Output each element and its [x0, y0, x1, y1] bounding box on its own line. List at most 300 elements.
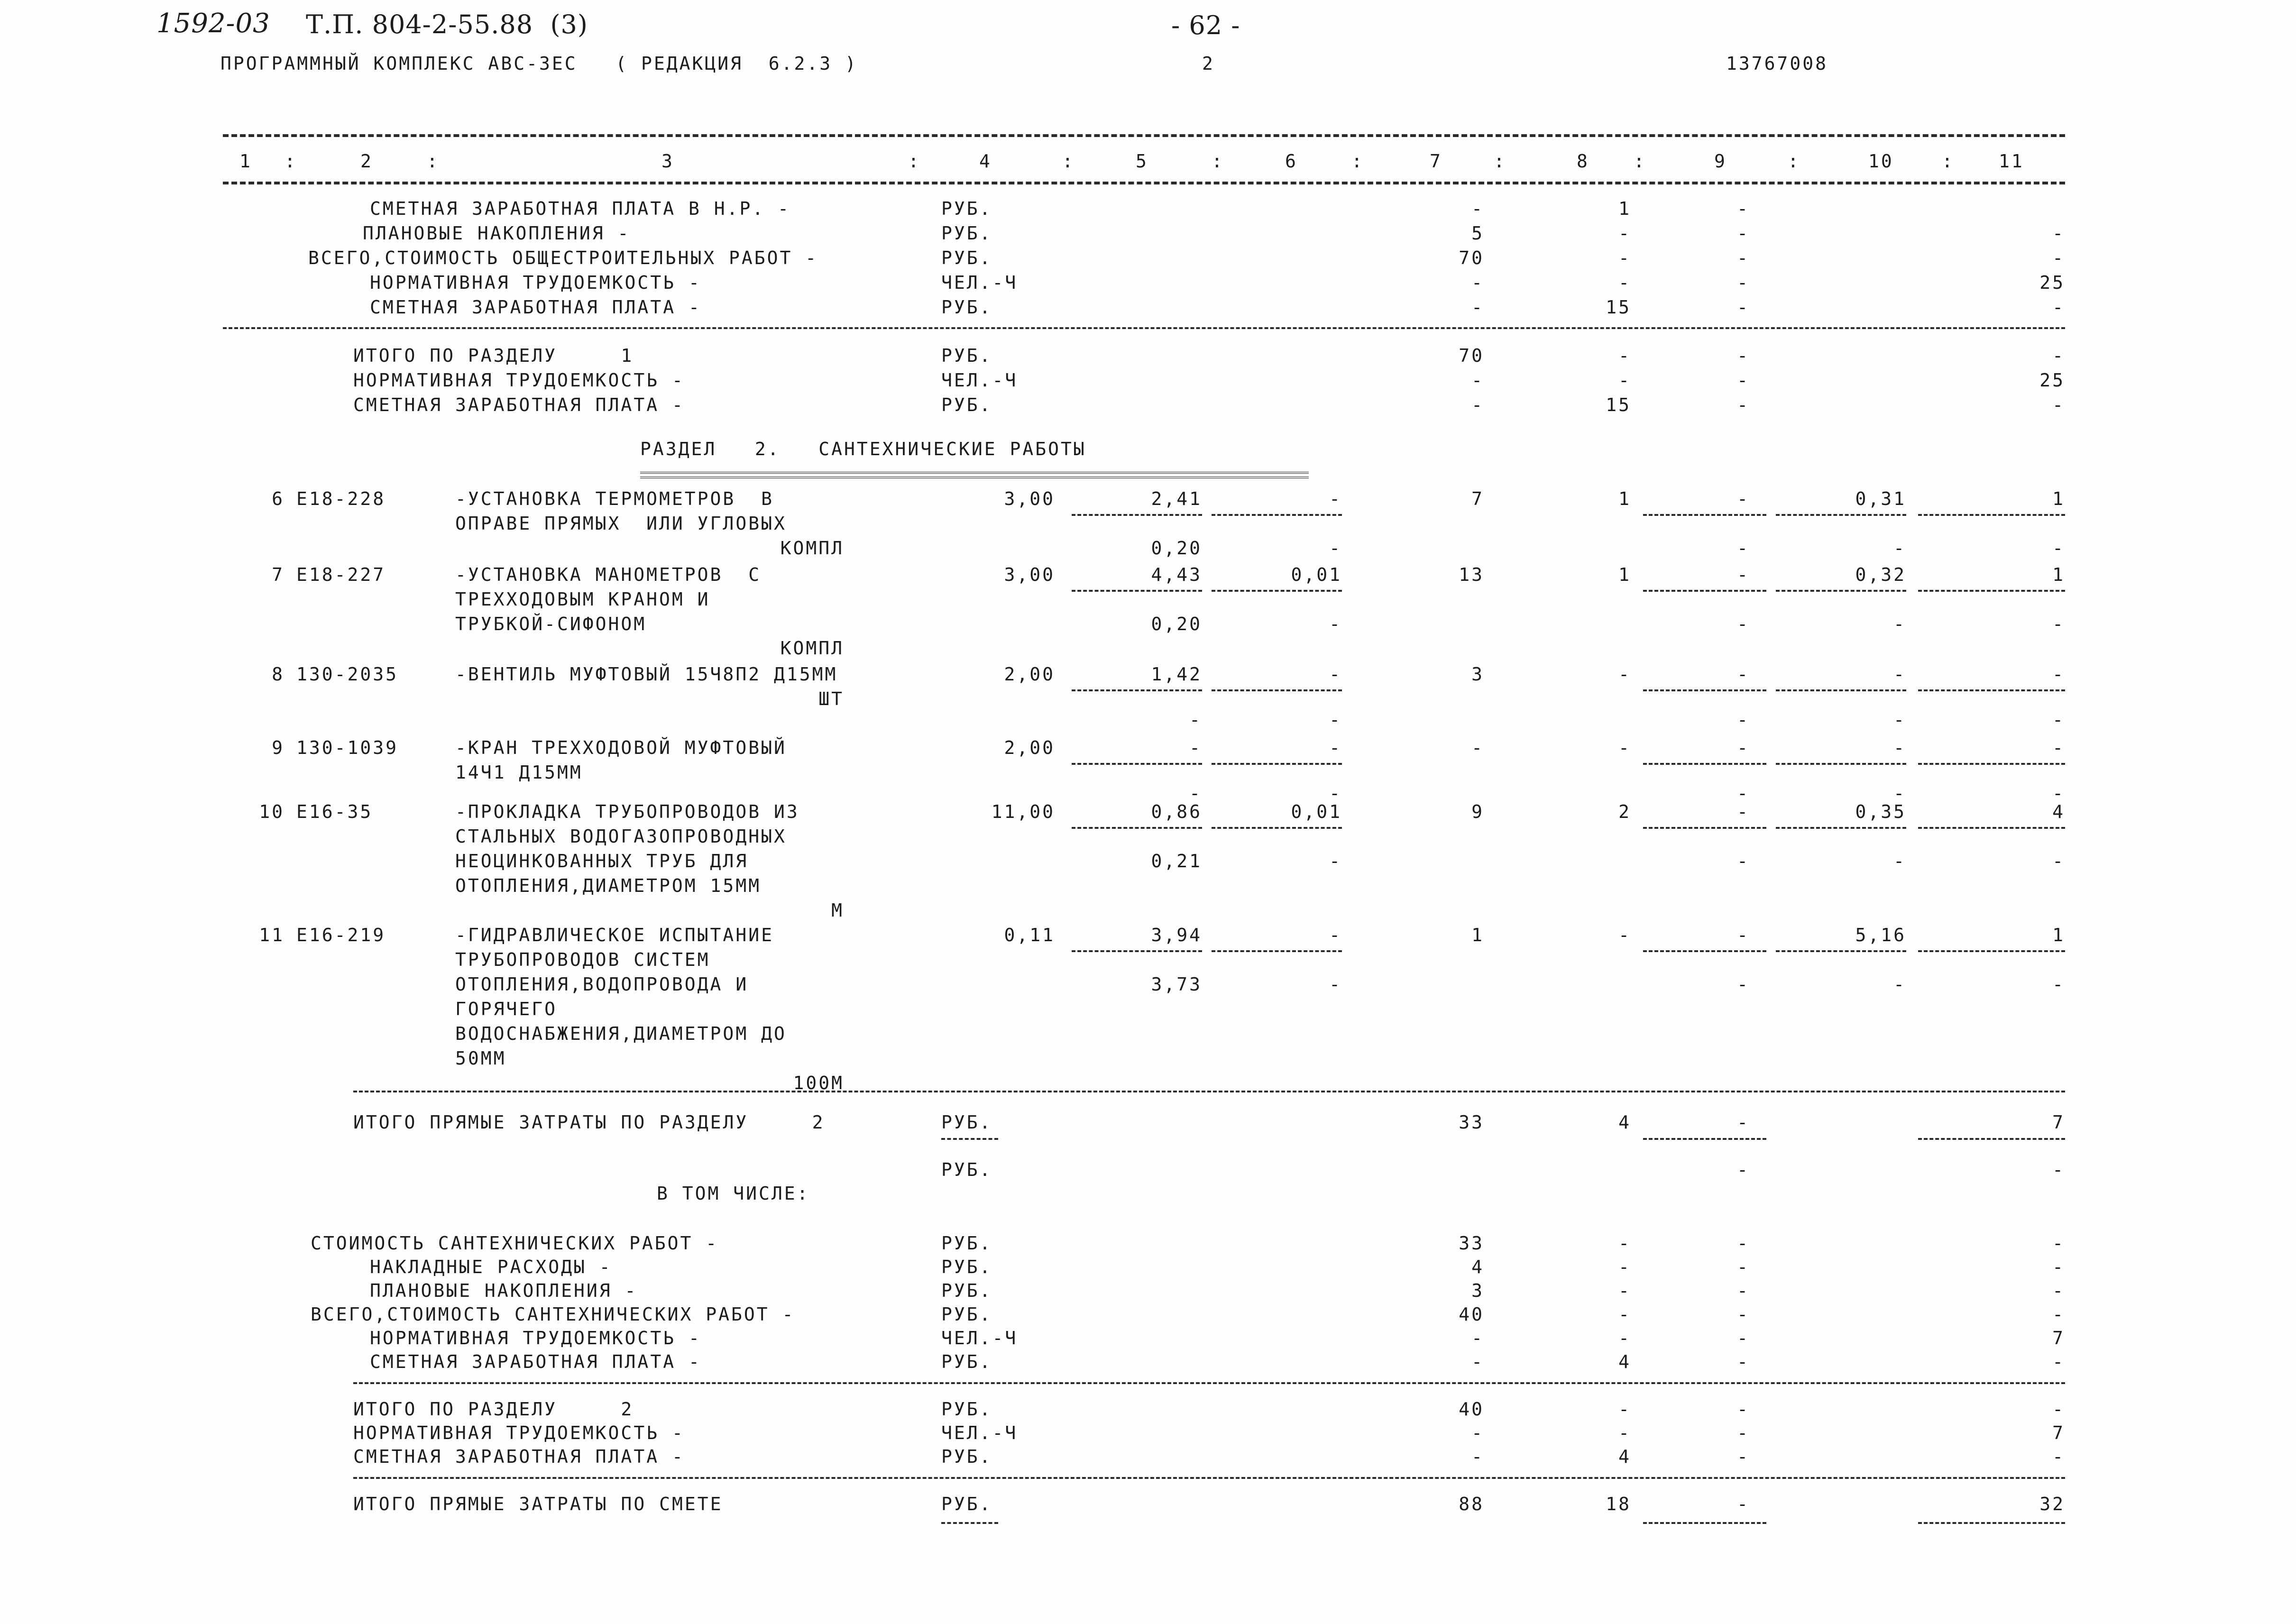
- summary-value-c11: -: [2052, 297, 2065, 318]
- summary-label: СМЕТНАЯ ЗАРАБОТНАЯ ПЛАТА -: [370, 297, 701, 318]
- direct-costs-value-c8: 4: [1618, 1112, 1631, 1133]
- item-description-line: ТРЕХХОДОВЫМ КРАНОМ И: [455, 589, 710, 610]
- summary-value-c11: -: [2052, 1304, 2065, 1325]
- summary-label: ПЛАНОВЫЕ НАКОПЛЕНИЯ -: [363, 223, 631, 244]
- summary-value-c11: -: [2052, 1233, 2065, 1254]
- cell-dash: [1918, 827, 2065, 829]
- item-value-c7: 3: [1471, 664, 1484, 685]
- item-subvalue-c11: -: [2052, 709, 2065, 730]
- summary-value-c7: -: [1471, 198, 1484, 219]
- item-description-line: ТРУБОПРОВОДОВ СИСТЕМ: [455, 949, 710, 970]
- divider-rule: [353, 1091, 2065, 1092]
- item-value-c8: 1: [1618, 564, 1631, 585]
- item-value-c4: 3,00: [1004, 564, 1055, 585]
- cell-dash: [1776, 763, 1906, 765]
- item-code: Е18-228: [296, 488, 386, 509]
- summary-value-c7: -: [1471, 297, 1484, 318]
- item-number: 6: [272, 488, 285, 509]
- cell-dash: [1643, 514, 1766, 516]
- item-value-c8: -: [1618, 925, 1631, 945]
- total-label: СМЕТНАЯ ЗАРАБОТНАЯ ПЛАТА -: [353, 395, 685, 415]
- total-unit: ЧЕЛ.-Ч: [941, 370, 1018, 391]
- grand-total-value-c8: 18: [1606, 1494, 1631, 1514]
- grand-total-value-c9: -: [1737, 1494, 1750, 1514]
- item-subvalue-c9: -: [1737, 783, 1750, 804]
- item-value-c11: 1: [2052, 488, 2065, 509]
- item-value-c6: -: [1329, 664, 1342, 685]
- cell-dash: [1072, 689, 1202, 691]
- cell-dash: [1212, 950, 1342, 952]
- summary-value-c9: -: [1737, 198, 1750, 219]
- item-subvalue-c5: -: [1189, 783, 1202, 804]
- item-subvalue-c5: 0,20: [1151, 614, 1202, 634]
- column-separator: :: [427, 151, 440, 172]
- summary-unit: ЧЕЛ.-Ч: [941, 272, 1018, 293]
- cell-dash: [1918, 1522, 2065, 1524]
- summary-value-c7: 70: [1459, 248, 1484, 268]
- column-separator: :: [285, 151, 297, 172]
- item-subvalue-c11: -: [2052, 783, 2065, 804]
- total-value-c7: -: [1471, 395, 1484, 415]
- summary-value-c8: 15: [1606, 297, 1631, 318]
- unit-dash: [941, 1522, 998, 1524]
- column-header-2: 2: [360, 151, 373, 172]
- item-value-c4: 3,00: [1004, 488, 1055, 509]
- item-value-c9: -: [1737, 488, 1750, 509]
- summary-label: ВСЕГО,СТОИМОСТЬ САНТЕХНИЧЕСКИХ РАБОТ -: [311, 1304, 795, 1325]
- total-value-c7: -: [1471, 1446, 1484, 1467]
- total-value-c8: -: [1618, 1422, 1631, 1443]
- header-bottom-rule: [223, 182, 2065, 184]
- summary-unit: РУБ.: [941, 1280, 992, 1301]
- item-subvalue-c11: -: [2052, 974, 2065, 995]
- summary-value-c9: -: [1737, 223, 1750, 244]
- item-subvalue-c6: -: [1329, 538, 1342, 559]
- item-value-c6: -: [1329, 488, 1342, 509]
- item-value-c5: 0,86: [1151, 801, 1202, 822]
- summary-unit: РУБ.: [941, 198, 992, 219]
- summary-unit: РУБ.: [941, 1257, 992, 1277]
- item-subvalue-c6: -: [1329, 974, 1342, 995]
- item-subvalue-c5: 3,73: [1151, 974, 1202, 995]
- item-value-c5: 4,43: [1151, 564, 1202, 585]
- summary-unit: РУБ.: [941, 1351, 992, 1372]
- column-separator: :: [1212, 151, 1224, 172]
- item-subvalue-c11: -: [2052, 851, 2065, 872]
- item-description-line: НЕОЦИНКОВАННЫХ ТРУБ ДЛЯ: [455, 851, 749, 872]
- item-value-c6: -: [1329, 737, 1342, 758]
- section-title-underline: [640, 472, 1309, 478]
- summary-value-c7: 33: [1459, 1233, 1484, 1254]
- cell-dash: [1212, 590, 1342, 592]
- grand-total-value-c11: 32: [2039, 1494, 2065, 1514]
- item-value-c5: -: [1189, 737, 1202, 758]
- direct-costs-value-c7: 33: [1459, 1112, 1484, 1133]
- item-value-c8: -: [1618, 737, 1631, 758]
- item-unit: ШТ: [818, 688, 844, 709]
- header-top-rule: [223, 134, 2065, 137]
- section-title: РАЗДЕЛ 2. САНТЕХНИЧЕСКИЕ РАБОТЫ: [640, 439, 1086, 459]
- total-unit: РУБ.: [941, 395, 992, 415]
- item-code: Е16-219: [296, 925, 386, 945]
- total-unit: РУБ.: [941, 1399, 992, 1420]
- item-value-c6: 0,01: [1291, 801, 1342, 822]
- total-label: ИТОГО ПО РАЗДЕЛУ 2: [353, 1399, 634, 1420]
- total-value-c9: -: [1737, 1446, 1750, 1467]
- grand-total-unit: РУБ.: [941, 1494, 992, 1514]
- item-number: 11: [259, 925, 285, 945]
- total-value-c9: -: [1737, 370, 1750, 391]
- cell-dash: [1918, 763, 2065, 765]
- item-description-line: ОПРАВЕ ПРЯМЫХ ИЛИ УГЛОВЫХ: [455, 513, 787, 534]
- total-value-c7: -: [1471, 370, 1484, 391]
- item-value-c5: 2,41: [1151, 488, 1202, 509]
- summary-value-c7: -: [1471, 1328, 1484, 1349]
- total-value-c11: 7: [2052, 1422, 2065, 1443]
- total-unit: РУБ.: [941, 345, 992, 366]
- summary-value-c7: 5: [1471, 223, 1484, 244]
- item-description-line: СТАЛЬНЫХ ВОДОГАЗОПРОВОДНЫХ: [455, 826, 787, 847]
- item-value-c10: -: [1893, 664, 1906, 685]
- column-header-1: 1: [239, 151, 252, 172]
- item-unit: М: [831, 900, 844, 921]
- item-number: 8: [272, 664, 285, 685]
- project-title: Т.П. 804-2-55.88 (3): [306, 9, 588, 39]
- summary-value-c9: -: [1737, 272, 1750, 293]
- total-unit: РУБ.: [941, 1446, 992, 1467]
- item-value-c11: -: [2052, 664, 2065, 685]
- total-value-c8: 4: [1618, 1446, 1631, 1467]
- summary-value-c9: -: [1737, 1304, 1750, 1325]
- summary-unit: РУБ.: [941, 1304, 992, 1325]
- unit-dash: [941, 1138, 998, 1140]
- cell-dash: [1643, 1138, 1766, 1140]
- item-value-c7: 7: [1471, 488, 1484, 509]
- total-value-c9: -: [1737, 345, 1750, 366]
- column-separator: :: [908, 151, 921, 172]
- summary-value-c11: -: [2052, 248, 2065, 268]
- item-value-c9: -: [1737, 737, 1750, 758]
- item-subvalue-c10: -: [1893, 614, 1906, 634]
- cell-dash: [1918, 689, 2065, 691]
- item-value-c9: -: [1737, 664, 1750, 685]
- summary-value-c11: -: [2052, 1351, 2065, 1372]
- item-subvalue-c10: -: [1893, 709, 1906, 730]
- cell-dash: [1776, 590, 1906, 592]
- total-label: ИТОГО ПО РАЗДЕЛУ 1: [353, 345, 634, 366]
- including-heading: В ТОМ ЧИСЛЕ:: [657, 1183, 810, 1204]
- item-value-c6: -: [1329, 925, 1342, 945]
- summary-label: НАКЛАДНЫЕ РАСХОДЫ -: [370, 1257, 612, 1277]
- column-separator: :: [1351, 151, 1364, 172]
- item-value-c10: 0,32: [1855, 564, 1906, 585]
- summary-value-c9: -: [1737, 248, 1750, 268]
- summary-value-c11: -: [2052, 1280, 2065, 1301]
- item-unit: КОМПЛ: [780, 638, 844, 659]
- summary-value-c7: -: [1471, 1351, 1484, 1372]
- item-subvalue-c9: -: [1737, 709, 1750, 730]
- item-value-c11: -: [2052, 737, 2065, 758]
- total-value-c7: 70: [1459, 345, 1484, 366]
- direct-costs-value-c9: -: [1737, 1112, 1750, 1133]
- item-description-line: ОТОПЛЕНИЯ,ДИАМЕТРОМ 15ММ: [455, 875, 762, 896]
- column-separator: :: [1062, 151, 1075, 172]
- item-value-c11: 4: [2052, 801, 2065, 822]
- cell-dash: [1072, 590, 1202, 592]
- column-separator: :: [1634, 151, 1646, 172]
- summary-unit: РУБ.: [941, 223, 992, 244]
- item-subvalue-c9: -: [1737, 538, 1750, 559]
- item-number: 9: [272, 737, 285, 758]
- column-header-10: 10: [1868, 151, 1894, 172]
- item-value-c7: 9: [1471, 801, 1484, 822]
- cell-dash: [1918, 950, 2065, 952]
- summary-value-c7: 4: [1471, 1257, 1484, 1277]
- summary-value-c8: -: [1618, 1280, 1631, 1301]
- cell-dash: [1918, 514, 2065, 516]
- total-value-c7: -: [1471, 1422, 1484, 1443]
- item-value-c8: 2: [1618, 801, 1631, 822]
- item-subvalue-c11: -: [2052, 538, 2065, 559]
- item-value-c4: 0,11: [1004, 925, 1055, 945]
- total-value-c7: 40: [1459, 1399, 1484, 1420]
- summary-value-c8: -: [1618, 223, 1631, 244]
- item-subvalue-c5: 0,20: [1151, 538, 1202, 559]
- item-unit: 100М: [793, 1073, 844, 1093]
- item-value-c6: 0,01: [1291, 564, 1342, 585]
- column-header-6: 6: [1285, 151, 1298, 172]
- total-value-c8: 15: [1606, 395, 1631, 415]
- item-description-line: 50ММ: [455, 1048, 506, 1069]
- item-description-line: -ГИДРАВЛИЧЕСКОЕ ИСПЫТАНИЕ: [455, 925, 774, 945]
- grand-total-value-c7: 88: [1459, 1494, 1484, 1514]
- item-code: Е16-35: [296, 801, 373, 822]
- total-value-c11: -: [2052, 395, 2065, 415]
- cell-dash: [1072, 514, 1202, 516]
- item-value-c10: 0,31: [1855, 488, 1906, 509]
- handwritten-number: 1592-03: [156, 8, 270, 39]
- direct-costs-unit: РУБ.: [941, 1159, 992, 1180]
- direct-costs-subvalue: -: [1737, 1159, 1750, 1180]
- column-separator: :: [1788, 151, 1800, 172]
- cell-dash: [1776, 514, 1906, 516]
- cell-dash: [1643, 950, 1766, 952]
- total-value-c11: 25: [2039, 370, 2065, 391]
- total-value-c9: -: [1737, 1399, 1750, 1420]
- total-value-c11: -: [2052, 345, 2065, 366]
- cell-dash: [1072, 950, 1202, 952]
- item-subvalue-c10: -: [1893, 974, 1906, 995]
- column-header-5: 5: [1136, 151, 1148, 172]
- item-subvalue-c9: -: [1737, 851, 1750, 872]
- item-subvalue-c10: -: [1893, 783, 1906, 804]
- direct-costs-subvalue: -: [2052, 1159, 2065, 1180]
- summary-value-c8: -: [1618, 1328, 1631, 1349]
- total-unit: ЧЕЛ.-Ч: [941, 1422, 1018, 1443]
- item-description-line: ГОРЯЧЕГО: [455, 999, 558, 1019]
- cell-dash: [1643, 1522, 1766, 1524]
- item-value-c8: -: [1618, 664, 1631, 685]
- item-description-line: -КРАН ТРЕХХОДОВОЙ МУФТОВЫЙ: [455, 737, 787, 758]
- total-value-c8: -: [1618, 1399, 1631, 1420]
- item-value-c4: 2,00: [1004, 737, 1055, 758]
- cell-dash: [1072, 763, 1202, 765]
- item-description-line: 14Ч1 Д15ММ: [455, 762, 583, 783]
- item-value-c7: 1: [1471, 925, 1484, 945]
- program-line: ПРОГРАММНЫЙ КОМПЛЕКС АВС-ЗЕС ( РЕДАКЦИЯ 6.2.3 ): [220, 53, 858, 74]
- summary-value-c9: -: [1737, 1280, 1750, 1301]
- total-label: НОРМАТИВНАЯ ТРУДОЕМКОСТЬ -: [353, 1422, 685, 1443]
- summary-unit: РУБ.: [941, 1233, 992, 1254]
- grand-total-label: ИТОГО ПРЯМЫЕ ЗАТРАТЫ ПО СМЕТЕ: [353, 1494, 723, 1514]
- summary-unit: ЧЕЛ.-Ч: [941, 1328, 1018, 1349]
- item-subvalue-c9: -: [1737, 974, 1750, 995]
- item-description-line: ОТОПЛЕНИЯ,ВОДОПРОВОДА И: [455, 974, 749, 995]
- item-value-c9: -: [1737, 564, 1750, 585]
- item-value-c7: 13: [1459, 564, 1484, 585]
- summary-value-c8: 1: [1618, 198, 1631, 219]
- item-subvalue-c5: -: [1189, 709, 1202, 730]
- item-description-line: -УСТАНОВКА ТЕРМОМЕТРОВ В: [455, 488, 774, 509]
- summary-value-c7: -: [1471, 272, 1484, 293]
- cell-dash: [1643, 763, 1766, 765]
- summary-label: СМЕТНАЯ ЗАРАБОТНАЯ ПЛАТА -: [370, 1351, 701, 1372]
- summary-value-c9: -: [1737, 1233, 1750, 1254]
- item-unit: КОМПЛ: [780, 538, 844, 559]
- item-code: Е18-227: [296, 564, 386, 585]
- cell-dash: [1918, 590, 2065, 592]
- summary-value-c9: -: [1737, 1328, 1750, 1349]
- total-value-c11: -: [2052, 1399, 2065, 1420]
- item-description-line: -ВЕНТИЛЬ МУФТОВЫЙ 15Ч8П2 Д15ММ: [455, 664, 838, 685]
- summary-label: СМЕТНАЯ ЗАРАБОТНАЯ ПЛАТА В Н.Р. -: [370, 198, 790, 219]
- sheet-number: 2: [1202, 53, 1215, 74]
- summary-value-c8: -: [1618, 1304, 1631, 1325]
- summary-value-c7: 40: [1459, 1304, 1484, 1325]
- summary-label: НОРМАТИВНАЯ ТРУДОЕМКОСТЬ -: [370, 272, 701, 293]
- item-value-c5: 1,42: [1151, 664, 1202, 685]
- summary-value-c8: -: [1618, 272, 1631, 293]
- item-subvalue-c10: -: [1893, 538, 1906, 559]
- total-value-c11: -: [2052, 1446, 2065, 1467]
- page-number: - 62 -: [1171, 10, 1240, 40]
- item-subvalue-c6: -: [1329, 783, 1342, 804]
- item-subvalue-c6: -: [1329, 851, 1342, 872]
- item-subvalue-c6: -: [1329, 614, 1342, 634]
- summary-label: ПЛАНОВЫЕ НАКОПЛЕНИЯ -: [370, 1280, 638, 1301]
- cell-dash: [1212, 827, 1342, 829]
- cell-dash: [1776, 950, 1906, 952]
- summary-label: НОРМАТИВНАЯ ТРУДОЕМКОСТЬ -: [370, 1328, 701, 1349]
- summary-label: ВСЕГО,СТОИМОСТЬ ОБЩЕСТРОИТЕЛЬНЫХ РАБОТ -: [308, 248, 818, 268]
- summary-value-c8: -: [1618, 1233, 1631, 1254]
- column-header-11: 11: [1999, 151, 2024, 172]
- item-value-c9: -: [1737, 801, 1750, 822]
- summary-value-c9: -: [1737, 1351, 1750, 1372]
- document-code: 13767008: [1726, 53, 1828, 74]
- item-number: 7: [272, 564, 285, 585]
- cell-dash: [1072, 827, 1202, 829]
- divider-rule: [353, 1382, 2065, 1384]
- summary-unit: РУБ.: [941, 297, 992, 318]
- item-value-c5: 3,94: [1151, 925, 1202, 945]
- cell-dash: [1212, 514, 1342, 516]
- summary-value-c8: -: [1618, 1257, 1631, 1277]
- total-value-c8: -: [1618, 345, 1631, 366]
- item-description-line: -УСТАНОВКА МАНОМЕТРОВ С: [455, 564, 762, 585]
- summary-value-c11: 25: [2039, 272, 2065, 293]
- cell-dash: [1776, 827, 1906, 829]
- summary-label: СТОИМОСТЬ САНТЕХНИЧЕСКИХ РАБОТ -: [311, 1233, 719, 1254]
- item-description-line: ТРУБКОЙ-СИФОНОМ: [455, 614, 647, 634]
- total-value-c8: -: [1618, 370, 1631, 391]
- direct-costs-label: ИТОГО ПРЯМЫЕ ЗАТРАТЫ ПО РАЗДЕЛУ 2: [353, 1112, 825, 1133]
- item-number: 10: [259, 801, 285, 822]
- summary-value-c7: 3: [1471, 1280, 1484, 1301]
- direct-costs-value-c11: 7: [2052, 1112, 2065, 1133]
- cell-dash: [1643, 689, 1766, 691]
- item-subvalue-c9: -: [1737, 614, 1750, 634]
- item-subvalue-c10: -: [1893, 851, 1906, 872]
- item-value-c4: 11,00: [991, 801, 1055, 822]
- summary-unit: РУБ.: [941, 248, 992, 268]
- item-subvalue-c6: -: [1329, 709, 1342, 730]
- summary-value-c11: -: [2052, 1257, 2065, 1277]
- column-header-3: 3: [661, 151, 674, 172]
- item-value-c11: 1: [2052, 925, 2065, 945]
- divider-rule: [353, 1477, 2065, 1479]
- summary-value-c9: -: [1737, 297, 1750, 318]
- summary-value-c9: -: [1737, 1257, 1750, 1277]
- item-value-c4: 2,00: [1004, 664, 1055, 685]
- item-value-c7: -: [1471, 737, 1484, 758]
- summary-value-c11: 7: [2052, 1328, 2065, 1349]
- cell-dash: [1776, 689, 1906, 691]
- cell-dash: [1643, 590, 1766, 592]
- item-description-line: -ПРОКЛАДКА ТРУБОПРОВОДОВ ИЗ: [455, 801, 799, 822]
- column-header-7: 7: [1430, 151, 1442, 172]
- summary-value-c11: -: [2052, 223, 2065, 244]
- item-subvalue-c5: 0,21: [1151, 851, 1202, 872]
- item-description-line: ВОДОСНАБЖЕНИЯ,ДИАМЕТРОМ ДО: [455, 1023, 787, 1044]
- column-header-9: 9: [1714, 151, 1727, 172]
- summary-value-c8: 4: [1618, 1351, 1631, 1372]
- total-label: НОРМАТИВНАЯ ТРУДОЕМКОСТЬ -: [353, 370, 685, 391]
- direct-costs-unit: РУБ.: [941, 1112, 992, 1133]
- item-subvalue-c11: -: [2052, 614, 2065, 634]
- cell-dash: [1212, 763, 1342, 765]
- item-value-c10: -: [1893, 737, 1906, 758]
- total-value-c9: -: [1737, 1422, 1750, 1443]
- column-separator: :: [1942, 151, 1955, 172]
- cell-dash: [1918, 1138, 2065, 1140]
- cell-dash: [1212, 689, 1342, 691]
- cell-dash: [1643, 827, 1766, 829]
- total-value-c9: -: [1737, 395, 1750, 415]
- item-value-c11: 1: [2052, 564, 2065, 585]
- item-value-c10: 0,35: [1855, 801, 1906, 822]
- item-code: 130-2035: [296, 664, 399, 685]
- item-code: 130-1039: [296, 737, 399, 758]
- column-separator: :: [1494, 151, 1506, 172]
- summary-value-c8: -: [1618, 248, 1631, 268]
- item-value-c10: 5,16: [1855, 925, 1906, 945]
- column-header-4: 4: [979, 151, 992, 172]
- item-value-c9: -: [1737, 925, 1750, 945]
- item-value-c8: 1: [1618, 488, 1631, 509]
- column-header-8: 8: [1577, 151, 1589, 172]
- total-label: СМЕТНАЯ ЗАРАБОТНАЯ ПЛАТА -: [353, 1446, 685, 1467]
